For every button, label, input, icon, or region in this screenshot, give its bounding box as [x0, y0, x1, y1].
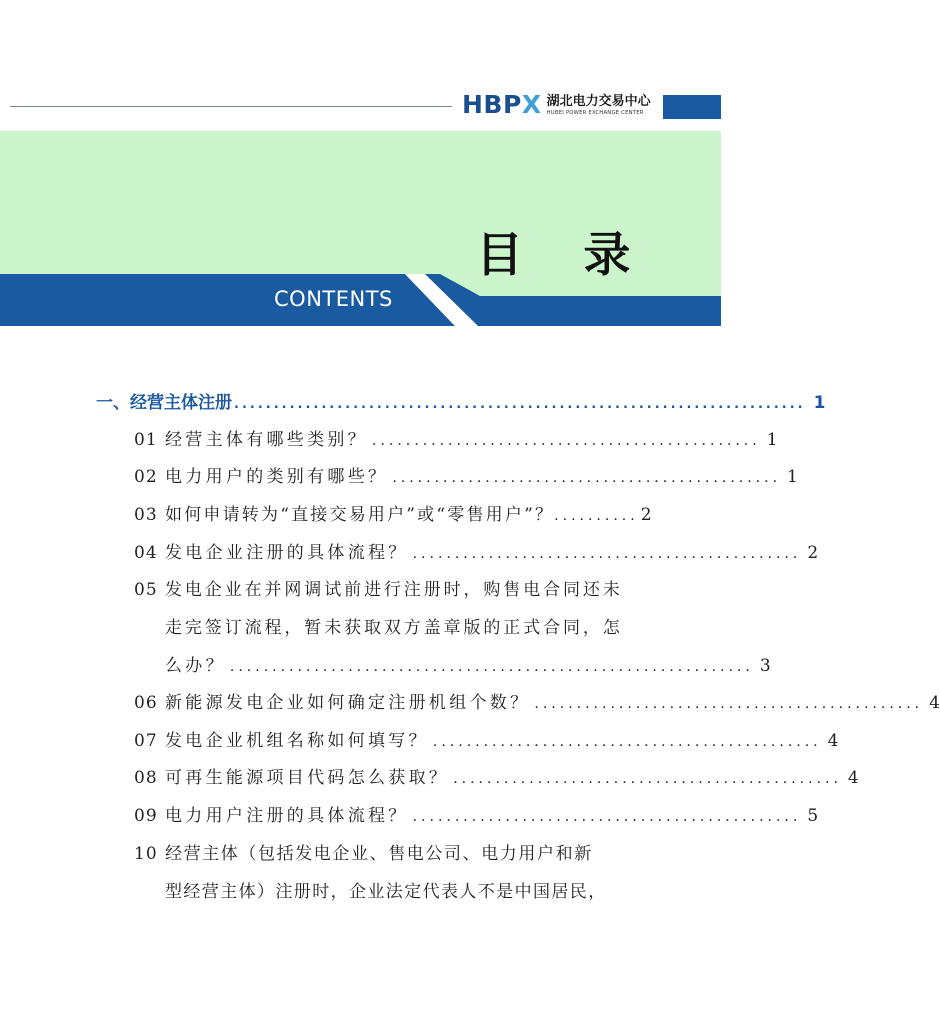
leader-dots: ..............................................: [453, 771, 842, 787]
item-number: 08: [134, 768, 158, 788]
toc-item[interactable]: [134, 543, 819, 564]
toc-item[interactable]: [134, 580, 771, 680]
toc-section-heading[interactable]: [96, 388, 826, 413]
item-page: 4: [929, 693, 940, 713]
item-page: 4: [847, 768, 859, 788]
item-page: 4: [827, 731, 839, 751]
toc-item[interactable]: [134, 731, 839, 752]
leader-dots: ..........: [554, 508, 639, 524]
header-blue-bar: [663, 95, 721, 119]
item-text: 发电企业注册的具体流程？: [165, 543, 409, 563]
item-page: 2: [640, 505, 652, 525]
leader-dots: ..............................................: [372, 433, 761, 449]
item-text: 新能源发电企业如何确定注册机组个数？: [165, 693, 531, 713]
item-text: 如何申请转为“直接交易用户”或“零售用户”？: [165, 505, 555, 525]
item-text-line2: 型经营主体）注册时，企业法定代表人不是中国居民，: [165, 882, 607, 902]
item-text-line2: 走完签订流程，暂未获取双方盖章版的正式合同，怎: [165, 618, 623, 638]
toc-item[interactable]: [134, 806, 819, 827]
leader-dots: ..............................................: [392, 470, 782, 486]
item-number: 07: [134, 731, 158, 751]
item-page: 5: [807, 806, 819, 826]
item-number: 10: [134, 844, 158, 864]
toc-item[interactable]: [134, 844, 642, 904]
section-label: 一、经营主体注册: [96, 393, 232, 413]
toc-item[interactable]: [134, 693, 940, 714]
logo-text: [547, 94, 651, 117]
item-number: 09: [134, 806, 158, 826]
leader-dots: ..............................................: [412, 809, 802, 825]
item-number: 06: [134, 693, 158, 713]
leader-dots: ..............................................................: [229, 659, 754, 675]
logo-english-name: HUBEI POWER EXCHANGE CENTER: [546, 109, 644, 116]
toc-item[interactable]: [134, 768, 859, 789]
item-text: 经营主体有哪些类别？: [165, 430, 368, 450]
toc-item[interactable]: [134, 505, 652, 526]
item-text: 发电企业在并网调试前进行注册时，购售电合同还未: [165, 580, 623, 600]
item-page: 3: [759, 656, 771, 676]
item-number: 02: [134, 467, 158, 487]
item-number: 03: [134, 505, 158, 525]
leader-dots: ........................................................................: [234, 397, 806, 412]
item-number: 05: [134, 580, 158, 600]
logo-chinese-name: 湖北电力交易中心: [546, 93, 651, 109]
item-text: 可再生能源项目代码怎么获取？: [165, 768, 450, 788]
logo-mark: HBPX: [462, 90, 542, 119]
item-page: 2: [807, 543, 819, 563]
item-text: 电力用户注册的具体流程？: [165, 806, 409, 826]
contents-label: CONTENTS: [274, 287, 393, 311]
section-page: 1: [813, 393, 826, 413]
leader-dots: ..............................................: [432, 734, 822, 750]
header-rule: [10, 106, 452, 107]
item-text: 经营主体（包括发电企业、售电公司、电力用户和新: [165, 844, 593, 864]
leader-dots: ..............................................: [534, 696, 924, 712]
hbpx-logo: [462, 91, 651, 119]
leader-dots: ..............................................: [412, 546, 802, 562]
item-text: 发电企业机组名称如何填写？: [165, 731, 429, 751]
toc-item[interactable]: [134, 467, 798, 488]
toc-item[interactable]: [134, 430, 778, 451]
item-number: 01: [134, 430, 158, 450]
page-title: 目 录: [476, 228, 653, 283]
item-text-line3: 么办？: [165, 656, 226, 676]
item-page: 1: [766, 430, 778, 450]
item-number: 04: [134, 543, 158, 563]
item-text: 电力用户的类别有哪些？: [165, 467, 389, 487]
item-page: 1: [787, 467, 798, 487]
